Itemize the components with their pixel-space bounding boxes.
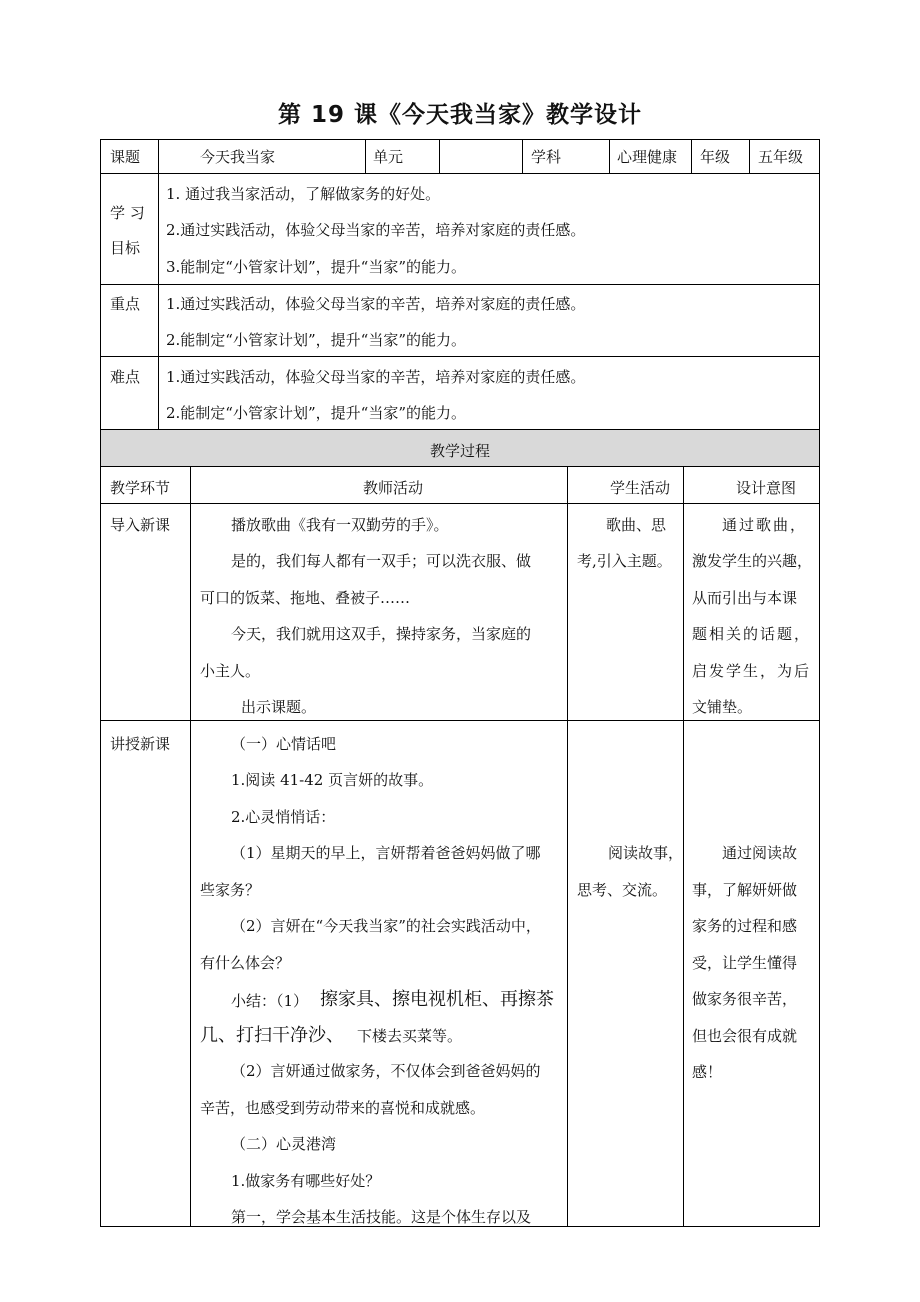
- lesson-teacher-line: 第一，学会基本生活技能。这是个体生存以及: [231, 1208, 532, 1226]
- table-border: [100, 139, 101, 1227]
- table-border: [100, 356, 820, 357]
- table-border: [691, 139, 692, 174]
- subject-value: 心理健康: [617, 148, 678, 166]
- table-border: [100, 139, 820, 140]
- subject-label: 学科: [531, 148, 562, 166]
- intro-intent-line: 通过歌曲，: [722, 516, 808, 534]
- column-header-intent: 设计意图: [736, 479, 797, 497]
- page-title: 第 19 课《今天我当家》教学设计: [277, 102, 643, 128]
- table-border: [522, 139, 523, 174]
- intro-teacher-line: 今天，我们就用这双手，操持家务，当家庭的: [231, 625, 532, 643]
- intro-teacher-line: 播放歌曲《我有一双勤劳的手》。: [231, 516, 449, 534]
- difficulty-item: 2.能制定“小管家计划”，提升“当家”的能力。: [166, 404, 466, 422]
- column-header-student: 学生活动: [610, 479, 671, 497]
- intro-teacher-line: 是的，我们每人都有一双手；可以洗衣服、做: [231, 552, 532, 570]
- lesson-intent-line: 做家务很辛苦，: [692, 990, 798, 1008]
- intro-stage-label: 导入新课: [110, 516, 171, 534]
- table-border: [100, 503, 820, 504]
- intro-intent-line: 题相关的话题，: [692, 625, 812, 643]
- lesson-student-line: 阅读故事，: [608, 844, 684, 862]
- lesson-summary-text: 几、打扫干净沙、: [200, 1025, 344, 1046]
- column-header-teacher: 教师活动: [363, 479, 424, 497]
- lesson-intent-line: 感！: [692, 1063, 723, 1081]
- table-border: [365, 139, 366, 174]
- table-border: [749, 139, 750, 174]
- table-border: [819, 139, 820, 1227]
- lesson-intent-line: 家务的过程和感: [692, 917, 798, 935]
- lesson-teacher-line: 1.做家务有哪些好处？: [231, 1172, 381, 1190]
- lesson-summary-prefix: 小结：（1）: [231, 992, 309, 1010]
- table-border: [567, 466, 568, 1227]
- intro-intent-line: 激发学生的兴趣，: [692, 552, 813, 570]
- lesson-teacher-line: 2.心灵悄悄话：: [231, 808, 336, 826]
- objective-item: 3.能制定“小管家计划”，提升“当家”的能力。: [166, 258, 466, 276]
- intro-intent-line: 文铺垫。: [692, 698, 753, 716]
- difficulties-label: 难点: [110, 368, 141, 386]
- lesson-student-line: 思考、交流。: [577, 881, 668, 899]
- key-point-item: 1.通过实践活动，体验父母当家的辛苦，培养对家庭的责任感。: [166, 295, 586, 313]
- lesson-teacher-line: 1.阅读 41-42 页言妍的故事。: [231, 771, 434, 789]
- table-border: [609, 139, 610, 174]
- table-border: [100, 429, 820, 430]
- intro-teacher-line: 可口的饭菜、拖地、叠被子……: [200, 589, 411, 607]
- intro-intent-line: 从而引出与本课: [692, 589, 798, 607]
- intro-teacher-line: 出示课题。: [241, 698, 317, 716]
- grade-value: 五年级: [758, 148, 804, 166]
- objective-item: 1. 通过我当家活动，了解做家务的好处。: [166, 185, 441, 203]
- lesson-teacher-line: （2）言妍通过做家务，不仅体会到爸爸妈妈的: [231, 1062, 541, 1080]
- lesson-intent-line: 但也会很有成就: [692, 1027, 798, 1045]
- lesson-teacher-line: （1）星期天的早上，言妍帮着爸爸妈妈做了哪: [231, 844, 541, 862]
- intro-intent-line: 启发学生，为后: [692, 662, 812, 680]
- lesson-teacher-line: （2）言妍在“今天我当家”的社会实践活动中，: [231, 917, 541, 935]
- lesson-teacher-line: 辛苦，也感受到劳动带来的喜悦和成就感。: [200, 1099, 486, 1117]
- topic-value: 今天我当家: [200, 148, 276, 166]
- column-header-stage: 教学环节: [110, 479, 171, 497]
- lesson-stage-label: 讲授新课: [110, 735, 171, 753]
- lesson-teacher-line: （一）心情话吧: [231, 735, 337, 753]
- table-border: [100, 720, 820, 721]
- lesson-teacher-line: （二）心灵港湾: [231, 1135, 337, 1153]
- grade-label: 年级: [700, 148, 731, 166]
- table-border: [190, 466, 191, 1227]
- objectives-label-line1: 学 习: [110, 204, 145, 222]
- process-heading: 教学过程: [430, 442, 491, 460]
- lesson-intent-line: 受，让学生懂得: [692, 954, 798, 972]
- table-border: [439, 139, 440, 174]
- lesson-teacher-line: 有什么体会？: [200, 954, 291, 972]
- difficulty-item: 1.通过实践活动，体验父母当家的辛苦，培养对家庭的责任感。: [166, 368, 586, 386]
- table-border: [100, 284, 820, 285]
- unit-label: 单元: [373, 148, 404, 166]
- table-border: [100, 173, 820, 174]
- intro-student-line: 歌曲、思: [606, 516, 667, 534]
- intro-student-line: 考,引入主题。: [577, 552, 672, 570]
- objectives-label-line2: 目标: [110, 239, 141, 257]
- intro-teacher-line: 小主人。: [200, 662, 261, 680]
- lesson-summary-text: 下楼去买菜等。: [357, 1027, 463, 1045]
- objective-item: 2.通过实践活动，体验父母当家的辛苦，培养对家庭的责任感。: [166, 221, 586, 239]
- lesson-summary-text: 擦家具、擦电视机柜、再擦茶: [320, 989, 554, 1010]
- table-border: [683, 466, 684, 1227]
- key-point-item: 2.能制定“小管家计划”，提升“当家”的能力。: [166, 331, 466, 349]
- table-border: [158, 139, 159, 430]
- lesson-teacher-line: 些家务？: [200, 881, 261, 899]
- lesson-intent-line: 事，了解妍妍做: [692, 881, 798, 899]
- key-points-label: 重点: [110, 295, 141, 313]
- lesson-intent-line: 通过阅读故: [722, 844, 798, 862]
- table-border: [100, 466, 820, 467]
- topic-label: 课题: [110, 148, 141, 166]
